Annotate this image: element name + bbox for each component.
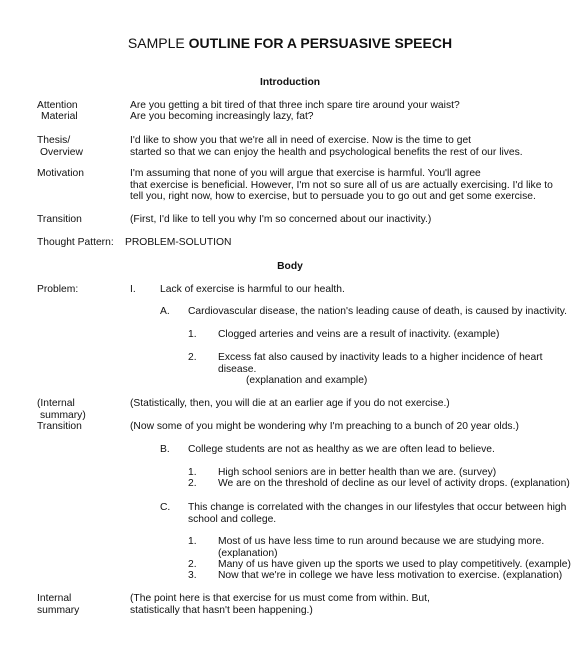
point-c2-marker: 2. [188,559,197,570]
problem-label: Problem: [37,284,79,295]
final-summary-label: Internal [37,593,72,604]
point-c2-text: Many of us have given up the sports we used to play competitively. (example) [218,559,571,570]
motivation-text-1: I'm assuming that none of you will argue that exercise is harmful. You'll agree [130,168,481,179]
thesis-text-2: started so that we can enjoy the health and psychological benefits the rest of our lives. [130,147,523,158]
intro-transition-text: (First, I'd like to tell you why I'm so concerned about our inactivity.) [130,214,432,225]
point-a1-text: Clogged arteries and veins are a result of inactivity. (example) [218,329,500,340]
thought-pattern-value: PROBLEM-SOLUTION [125,237,232,248]
body-transition-label: Transition [37,421,82,432]
attention-text-2: Are you becoming increasingly lazy, fat? [130,111,314,122]
attention-label-2: Material [41,111,78,122]
point-c1-text-1: Most of us have less time to run around because we are studying more. [218,536,545,547]
point-c-marker: C. [160,502,171,513]
point-c-text-1: This change is correlated with the changes in our lifestyles that occur between high [188,502,567,513]
title-prefix: SAMPLE [127,35,189,51]
point-c3-marker: 3. [188,570,197,581]
final-summary-text-2: statistically that hasn't been happening.) [130,605,313,616]
point-a-marker: A. [160,306,170,317]
body-heading: Body [277,261,303,272]
internal-summary-label-2: summary) [40,410,86,421]
point-a-text: Cardiovascular disease, the nation's leading cause of death, is caused by inactivity. [188,306,567,317]
point-a1-marker: 1. [188,329,197,340]
thought-pattern-label: Thought Pattern: [37,237,114,248]
internal-summary-text: (Statistically, then, you will die at an earlier age if you do not exercise.) [130,398,450,409]
internal-summary-label: (Internal [37,398,75,409]
point-a2-text-2: disease. [218,364,257,375]
point-c1-marker: 1. [188,536,197,547]
motivation-text-2: that exercise is beneficial. However, I'm not so sure all of us are actually exercising. I'd like to [130,180,553,191]
point-a2-marker: 2. [188,352,197,363]
attention-label: Attention [37,100,78,111]
point-a2-text-3: (explanation and example) [246,375,368,386]
intro-transition-label: Transition [37,214,82,225]
roman-i-marker: I. [130,284,136,295]
introduction-heading: Introduction [259,77,321,88]
body-transition-text: (Now some of you might be wondering why I'm preaching to a bunch of 20 year olds.) [130,421,519,432]
point-b1-marker: 1. [188,467,197,478]
final-summary-label-2: summary [37,605,80,616]
final-summary-text-1: (The point here is that exercise for us must come from within. But, [130,593,430,604]
thesis-label-2: Overview [40,147,83,158]
point-b1-text: High school seniors are in better health than we are. (survey) [218,467,497,478]
page-title [0,35,580,51]
motivation-label: Motivation [37,168,84,179]
motivation-text-3: tell you, right now, how to exercise, but to persuade you to go out and get some exercise. [130,191,536,202]
point-b-marker: B. [160,444,170,455]
thesis-text-1: I'd like to show you that we're all in need of exercise. Now is the time to get [130,135,472,146]
title-main: OUTLINE FOR A PERSUASIVE SPEECH [188,35,453,51]
attention-text-1: Are you getting a bit tired of that three inch spare tire around your waist? [130,100,460,111]
point-a2-text-1: Excess fat also caused by inactivity leads to a higher incidence of heart [218,352,543,363]
point-b2-text: We are on the threshold of decline as our level of activity drops. (explanation) [218,478,570,489]
roman-i-text: Lack of exercise is harmful to our health. [160,284,345,295]
point-b-text: College students are not as healthy as we are often lead to believe. [188,444,495,455]
thesis-label: Thesis/ [37,135,71,146]
point-c1-text-2: (explanation) [218,548,278,559]
point-b2-marker: 2. [188,478,197,489]
point-c-text-2: school and college. [188,514,277,525]
point-c3-text: Now that we're in college we have less motivation to exercise. (explanation) [218,570,563,581]
